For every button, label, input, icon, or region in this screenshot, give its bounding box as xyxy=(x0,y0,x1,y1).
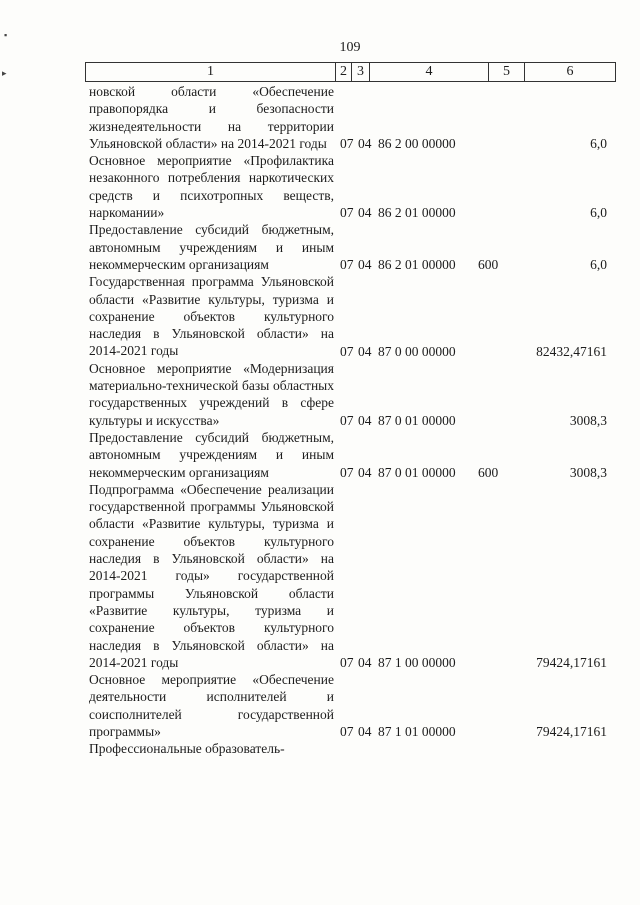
row-description: Основное мероприятие «Модернизация материально-технической базы областных государственных учреждений в сфере культуры и искусства» xyxy=(89,360,334,428)
section-code: 07 xyxy=(340,464,354,480)
target-article-code: 86 2 01 00000 xyxy=(378,205,456,221)
budget-table-body xyxy=(89,83,609,758)
section-code: 07 xyxy=(340,257,354,273)
subsection-code: 04 xyxy=(358,464,372,480)
scan-mark: ▸ xyxy=(2,68,7,78)
expense-type-code: 600 xyxy=(478,464,499,480)
row-codes xyxy=(89,256,609,273)
row-codes xyxy=(89,654,609,671)
table-row xyxy=(89,671,609,740)
column-header: 4 xyxy=(370,63,489,82)
table-row xyxy=(89,221,609,273)
section-code: 07 xyxy=(340,724,354,740)
target-article-code: 87 0 00 00000 xyxy=(378,343,456,359)
row-description: Подпрограмма «Обеспечение реализации государственной программы Ульяновской области «Развитие культуры, туризма и сохранение объектов культурного наследия в Ульяновской области» на 2014-2021 годы» государственной программы Ульяновской области «Развитие культуры, туризма и сохранение объектов культурного наследия в Ульяновской области» на 2014-2021 годы xyxy=(89,481,334,670)
amount: 6,0 xyxy=(590,257,607,273)
row-description: Основное мероприятие «Профилактика незаконного потребления наркотических средств и психотропных веществ, наркомании» xyxy=(89,153,334,221)
row-codes xyxy=(89,723,609,740)
row-description: Профессиональные образователь- xyxy=(89,741,285,757)
subsection-code: 04 xyxy=(358,655,372,671)
row-description: новской области «Обеспечение правопорядка и безопасности жизнедеятельности на территории Ульяновской области» на 2014-2021 годы xyxy=(89,84,334,151)
subsection-code: 04 xyxy=(358,343,372,359)
table-row xyxy=(89,152,609,221)
table-row xyxy=(89,740,609,757)
section-code: 07 xyxy=(340,136,354,152)
target-article-code: 87 0 01 00000 xyxy=(378,412,456,428)
amount: 82432,47161 xyxy=(536,343,607,359)
row-description: Основное мероприятие «Обеспечение деятельности исполнителей и соисполнителей государственной программы» xyxy=(89,672,334,739)
column-header-row xyxy=(85,62,616,82)
row-description: Предоставление субсидий бюджетным, автономным учреждениям и иным некоммерческим организациям xyxy=(89,222,334,272)
scan-mark: ▪ xyxy=(4,30,8,40)
row-codes xyxy=(89,343,609,360)
table-row xyxy=(89,360,609,429)
table-row xyxy=(89,481,609,671)
amount: 79424,17161 xyxy=(536,724,607,740)
table-row xyxy=(89,273,609,359)
amount: 6,0 xyxy=(590,136,607,152)
amount: 79424,17161 xyxy=(536,655,607,671)
subsection-code: 04 xyxy=(358,205,372,221)
row-codes xyxy=(89,412,609,429)
row-codes xyxy=(89,464,609,481)
section-code: 07 xyxy=(340,343,354,359)
subsection-code: 04 xyxy=(358,257,372,273)
page-number: 109 xyxy=(339,40,361,55)
target-article-code: 87 0 01 00000 xyxy=(378,464,456,480)
amount: 3008,3 xyxy=(569,412,607,428)
section-code: 07 xyxy=(340,205,354,221)
amount: 3008,3 xyxy=(569,464,607,480)
row-codes xyxy=(89,135,609,152)
row-description: Предоставление субсидий бюджетным, автономным учреждениям и иным некоммерческим организациям xyxy=(89,429,334,480)
row-description: Государственная программа Ульяновской области «Развитие культуры, туризма и сохранение объектов культурного наследия в Ульяновской области» на 2014-2021 годы xyxy=(89,274,334,359)
expense-type-code: 600 xyxy=(478,257,499,273)
subsection-code: 04 xyxy=(358,136,372,152)
target-article-code: 86 2 00 00000 xyxy=(378,136,456,152)
amount: 6,0 xyxy=(590,205,607,221)
column-header: 5 xyxy=(489,63,525,82)
subsection-code: 04 xyxy=(358,412,372,428)
column-header: 2 xyxy=(336,63,352,82)
target-article-code: 86 2 01 00000 xyxy=(378,257,456,273)
column-header: 1 xyxy=(86,63,336,82)
table-row xyxy=(89,429,609,481)
column-header: 6 xyxy=(525,63,616,82)
table-row xyxy=(89,83,609,152)
row-codes xyxy=(89,741,609,758)
row-codes xyxy=(89,204,609,221)
column-header: 3 xyxy=(352,63,370,82)
subsection-code: 04 xyxy=(358,724,372,740)
target-article-code: 87 1 00 00000 xyxy=(378,655,456,671)
section-code: 07 xyxy=(340,655,354,671)
section-code: 07 xyxy=(340,412,354,428)
target-article-code: 87 1 01 00000 xyxy=(378,724,456,740)
